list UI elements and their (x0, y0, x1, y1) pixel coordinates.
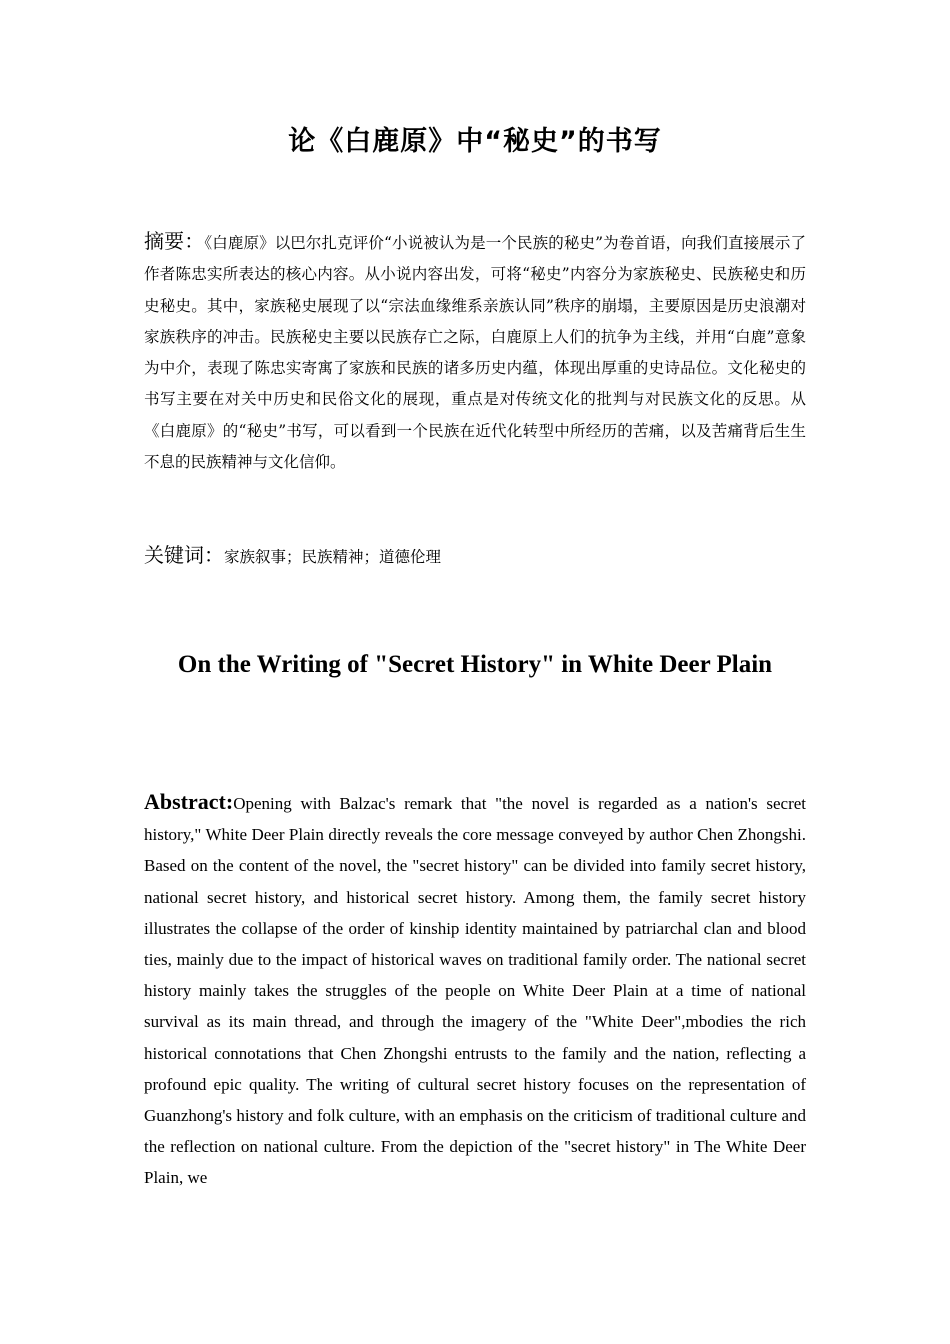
chinese-title: 论《白鹿原》中“秘史”的书写 (288, 126, 662, 157)
chinese-keywords (144, 539, 806, 573)
english-abstract-text: Opening with Balzac's remark that "the novel is regarded as a nation's secret history," White Deer Plain directly reveals the core message conveyed by author Chen Zhongshi. Based on the content of the novel, the "secret history" can be divided into family secret history, national secret history, and historical secret history. Among them, the family secret history illustrates the collapse of the order of kinship identity maintained by patriarchal clan and blood ties, mainly due to the impact of historical waves on traditional family order. The national secret history mainly takes the struggles of the people on White Deer Plain at a time of national survival as its main thread, and through the imagery of the "White Deer",mbodies the rich historical connotations that Chen Zhongshi entrusts to the family and the nation, reflecting a profound epic quality. The writing of cultural secret history focuses on the representation of Guanzhong's history and folk culture, with an emphasis on the criticism of traditional culture and the reflection on national culture. From the depiction of the "secret history" in The White Deer Plain, we (144, 794, 806, 1188)
english-abstract (144, 786, 806, 1194)
chinese-abstract-label: 摘要： (144, 229, 205, 253)
chinese-abstract (144, 226, 806, 478)
chinese-keywords-text: 家族叙事；民族精神；道德伦理 (224, 548, 442, 566)
english-title: On the Writing of "Secret History" in White Deer Plain (177, 651, 773, 678)
english-abstract-label: Abstract: (144, 789, 234, 814)
chinese-abstract-text: 《白鹿原》以巴尔扎克评价“小说被认为是一个民族的秘史”为卷首语，向我们直接展示了作者陈忠实所表达的核心内容。从小说内容出发，可将“秘史”内容分为家族秘史、民族秘史和历史秘史。其中，家族秘史展现了以“宗法血缘维系亲族认同”秩序的崩塌，主要原因是历史浪潮对家族秩序的冲击。民族秘史主要以民族存亡之际，白鹿原上人们的抗争为主线，并用“白鹿”意象为中介，表现了陈忠实寄寓了家族和民族的诸多历史内蕴，体现出厚重的史诗品位。文化秘史的书写主要在对关中历史和民俗文化的展现，重点是对传统文化的批判与对民族文化的反思。从《白鹿原》的“秘史”书写，可以看到一个民族在近代化转型中所经历的苦痛，以及苦痛背后生生不息的民族精神与文化信仰。 (144, 234, 807, 472)
chinese-keywords-label: 关键词： (144, 543, 224, 567)
